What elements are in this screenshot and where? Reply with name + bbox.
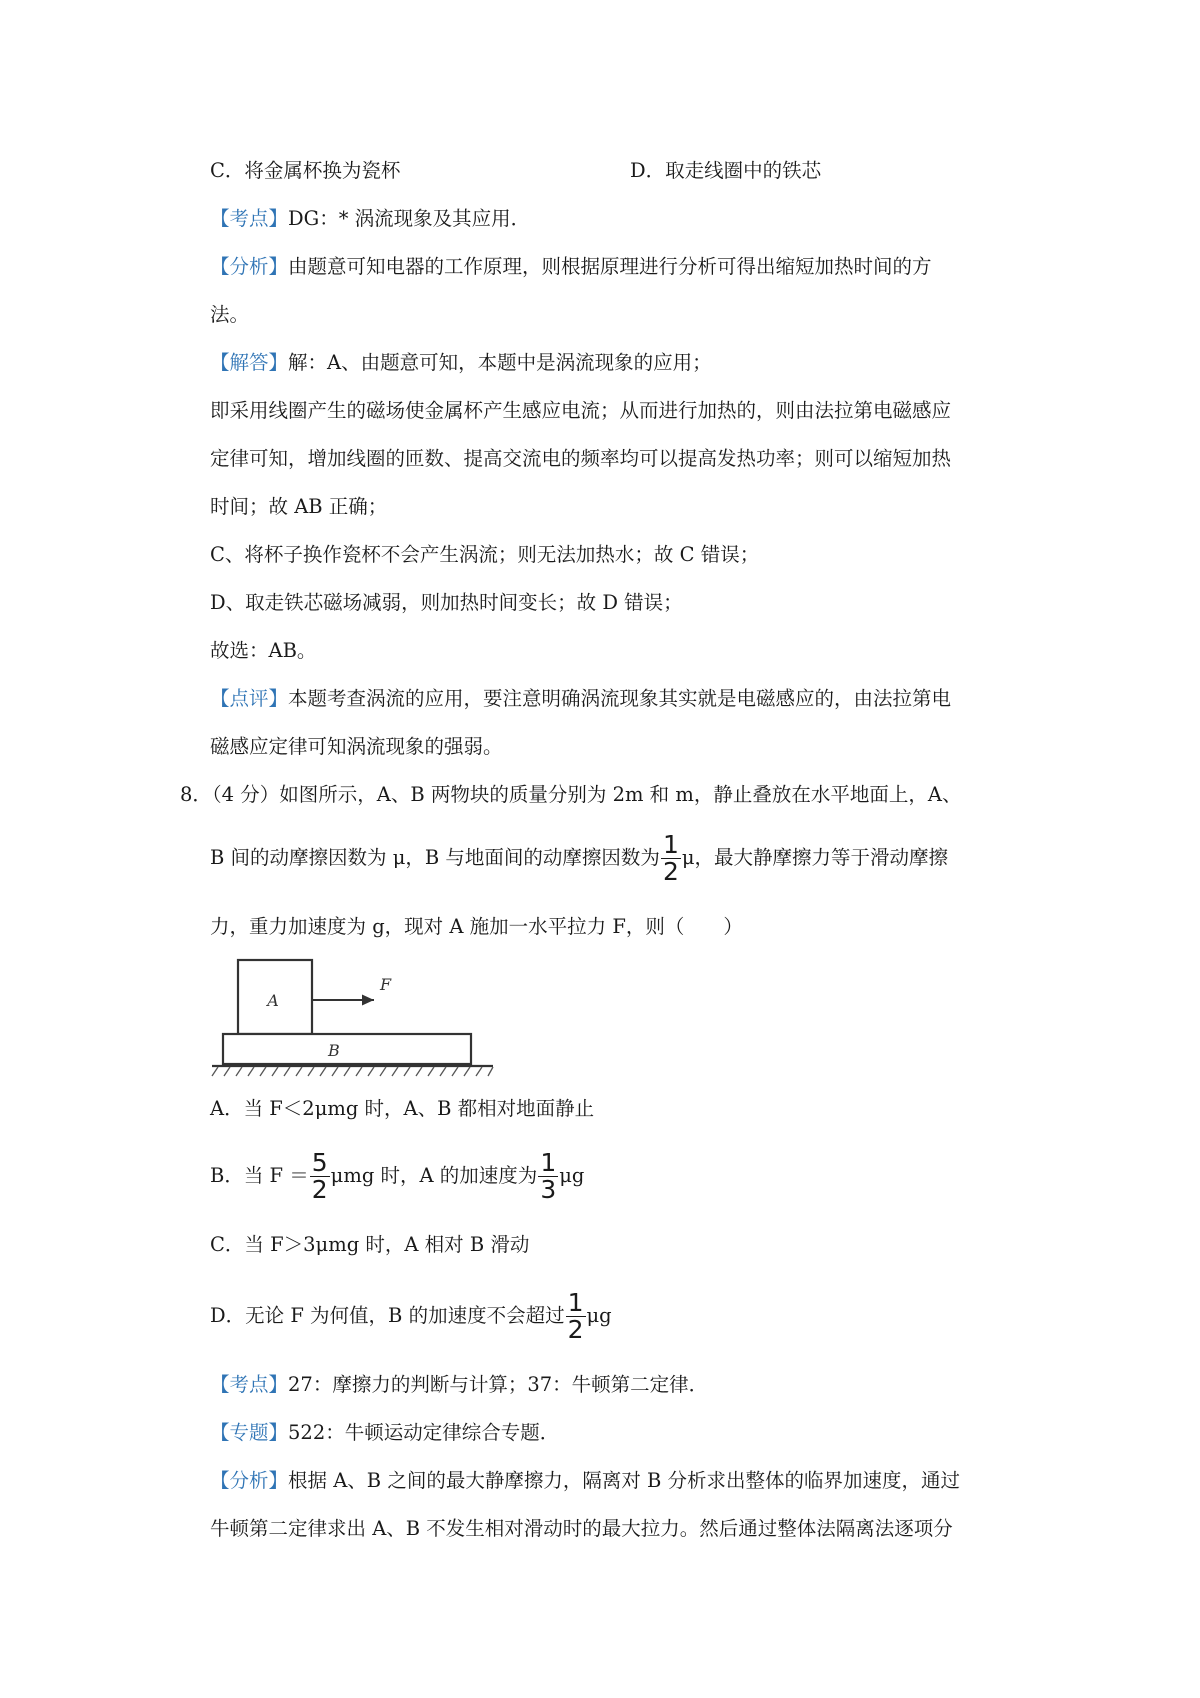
option-d-prev bbox=[630, 156, 821, 186]
q8-stem-line2-b: μ，最大静摩擦力等于滑动摩擦 bbox=[681, 846, 949, 869]
fenxi-prev-line2: 法。 bbox=[210, 303, 250, 326]
zhuanti-text: 522：牛顿运动定律综合专题． bbox=[288, 1421, 560, 1444]
jieda-line5: C、将杯子换作瓷杯不会产生涡流；则无法加热水；故 C 错误； bbox=[210, 543, 760, 566]
frac-num: 1 bbox=[662, 830, 679, 859]
fraction-one-half bbox=[661, 832, 681, 885]
kaodian-prev bbox=[210, 204, 530, 234]
zhuanti-tag: 【专题】 bbox=[210, 1421, 289, 1444]
q8-stem-line1: 8．（4 分）如图所示，A、B 两物块的质量分别为 2m 和 m，静止叠放在水平地面上，A、 bbox=[180, 783, 962, 806]
frac-den: 2 bbox=[567, 1315, 584, 1344]
frac-num: 1 bbox=[540, 1148, 557, 1177]
q8-option-d-a: D．无论 F 为何值，B 的加速度不会超过 bbox=[210, 1304, 565, 1327]
option-d-text: D．取走线圈中的铁芯 bbox=[630, 159, 822, 182]
block-diagram bbox=[210, 956, 495, 1078]
frac-den: 2 bbox=[662, 857, 679, 886]
fenxi-prev-line1 bbox=[210, 252, 932, 282]
fenxi-text: 根据 A、B 之间的最大静摩擦力，隔离对 B 分析求出整体的临界加速度，通过 bbox=[288, 1469, 961, 1492]
q8-option-c: C．当 F＞3μmg 时，A 相对 B 滑动 bbox=[210, 1233, 530, 1256]
dianping-line1 bbox=[210, 684, 951, 714]
q8-stem-line2-a: B 间的动摩擦因数为 μ，B 与地面间的动摩擦因数为 bbox=[210, 846, 660, 869]
force-arrow-head bbox=[362, 995, 374, 1006]
kaodian-text: DG：* 涡流现象及其应用． bbox=[288, 207, 531, 230]
fenxi-tag: 【分析】 bbox=[210, 1469, 289, 1492]
kaodian-tag: 【考点】 bbox=[210, 207, 289, 230]
q8-option-a: A．当 F＜2μmg 时，A、B 都相对地面静止 bbox=[210, 1097, 595, 1120]
q8-option-b-a: B．当 F ＝ bbox=[210, 1164, 309, 1187]
frac-num: 5 bbox=[311, 1148, 328, 1177]
jieda-line7: 故选：AB。 bbox=[210, 639, 317, 662]
option-c-text: C．将金属杯换为瓷杯 bbox=[210, 159, 401, 182]
option-c-prev bbox=[210, 156, 400, 186]
jieda-tag: 【解答】 bbox=[210, 351, 289, 374]
frac-den: 2 bbox=[311, 1175, 328, 1204]
q8-fenxi-line2: 牛顿第二定律求出 A、B 不发生相对滑动时的最大拉力。然后通过整体法隔离法逐项分 bbox=[210, 1517, 953, 1540]
jieda-line3: 定律可知，增加线圈的匝数、提高交流电的频率均可以提高发热功率；则可以缩短加热 bbox=[210, 447, 952, 470]
jieda-line1 bbox=[210, 348, 712, 378]
q8-option-b-b: μmg 时，A 的加速度为 bbox=[330, 1164, 538, 1187]
frac-num: 1 bbox=[567, 1288, 584, 1317]
frac-den: 3 bbox=[540, 1175, 557, 1204]
jieda-line6: D、取走铁芯磁场减弱，则加热时间变长；故 D 错误； bbox=[210, 591, 683, 614]
q8-option-d bbox=[210, 1286, 612, 1346]
q8-option-d-b: μg bbox=[586, 1304, 612, 1327]
fraction-five-halves bbox=[310, 1150, 330, 1203]
fenxi-text: 由题意可知电器的工作原理，则根据原理进行分析可得出缩短加热时间的方 bbox=[288, 255, 932, 278]
fraction-one-half bbox=[566, 1290, 586, 1343]
q8-stem-line2 bbox=[210, 828, 948, 888]
kaodian-tag: 【考点】 bbox=[210, 1373, 289, 1396]
q8-option-b bbox=[210, 1146, 584, 1206]
q8-fenxi-line1 bbox=[210, 1466, 960, 1496]
kaodian-text: 27：摩擦力的判断与计算；37：牛顿第二定律． bbox=[288, 1373, 709, 1396]
fraction-one-third bbox=[538, 1150, 558, 1203]
label-a: A bbox=[267, 991, 279, 1010]
q8-kaodian bbox=[210, 1370, 708, 1400]
fenxi-tag: 【分析】 bbox=[210, 255, 289, 278]
dianping-line2: 磁感应定律可知涡流现象的强弱。 bbox=[210, 735, 503, 758]
q8-stem-line3: 力，重力加速度为 g，现对 A 施加一水平拉力 F，则（ ） bbox=[210, 915, 743, 938]
jieda-line2: 即采用线圈产生的磁场使金属杯产生感应电流；从而进行加热的，则由法拉第电磁感应 bbox=[210, 399, 952, 422]
label-b: B bbox=[328, 1041, 340, 1060]
dianping-text: 本题考查涡流的应用，要注意明确涡流现象其实就是电磁感应的，由法拉第电 bbox=[288, 687, 952, 710]
jieda-text: 解：A、由题意可知，本题中是涡流现象的应用； bbox=[288, 351, 712, 374]
label-f: F bbox=[380, 975, 392, 994]
q8-option-b-c: μg bbox=[559, 1164, 585, 1187]
jieda-line4: 时间；故 AB 正确； bbox=[210, 495, 388, 518]
block-b bbox=[223, 1034, 471, 1064]
q8-zhuanti bbox=[210, 1418, 559, 1448]
ground-hatch bbox=[212, 1067, 493, 1076]
dianping-tag: 【点评】 bbox=[210, 687, 289, 710]
